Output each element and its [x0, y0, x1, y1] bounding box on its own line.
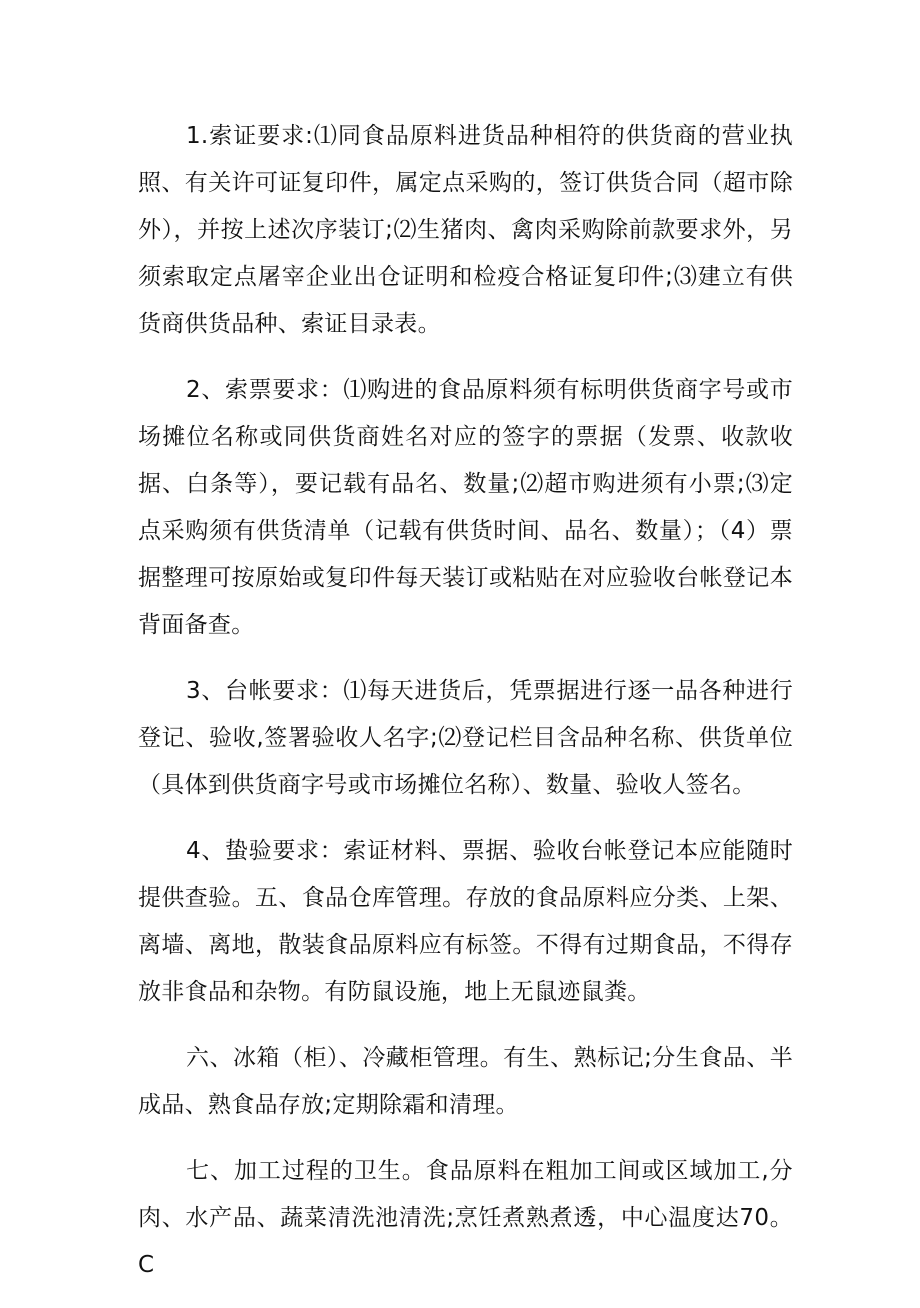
paragraph-processing-hygiene: 七、加工过程的卫生。食品原料在粗加工间或区域加工,分肉、水产品、蔬菜清洗池清洗;烹饪煮熟煮透，中心温度达70。C: [138, 1158, 793, 1278]
paragraph-invoice-requirements: 2、索票要求：⑴购进的食品原料须有标明供货商字号或市场摊位名称或同供货商姓名对应的签字的票据（发票、收款收据、白条等），要记载有品名、数量;⑵超市购进须有小票;⑶定点采购须有供货清单（记载有供货时间、品名、数量）；（4）票据整理可按原始或复印件每天装订或粘贴在对应验收台帐登记本背面备查。: [138, 377, 793, 638]
paragraph-inspection-requirements: 4、蛰验要求：索证材料、票据、验收台帐登记本应能随时提供查验。五、食品仓库管理。存放的食品原料应分类、上架、离墙、离地，散装食品原料应有标签。不得有过期食品，不得存放非食品和杂物。有防鼠设施，地上无鼠迹鼠粪。: [138, 838, 793, 1005]
paragraph-license-requirements: 1.索证要求:⑴同食品原料进货品种相符的供货商的营业执照、有关许可证复印件，属定点采购的，签订供货合同（超市除外），并按上述次序装订;⑵生猪肉、禽肉采购除前款要求外，另须索取定点屠宰企业出仓证明和检疫合格证复印件;⑶建立有供货商供货品种、索证目录表。: [138, 123, 793, 337]
paragraph-refrigerator-management: 六、冰箱（柜）、冷藏柜管理。有生、熟标记;分生食品、半成品、熟食品存放;定期除霜和清理。: [138, 1045, 793, 1118]
document-body: [138, 113, 793, 1308]
paragraph-ledger-requirements: 3、台帐要求：⑴每天进货后，凭票据进行逐一品各种进行登记、验收,签署验收人名字;⑵登记栏目含品种名称、供货单位（具体到供货商字号或市场摊位名称）、数量、验收人签名。: [138, 678, 793, 798]
